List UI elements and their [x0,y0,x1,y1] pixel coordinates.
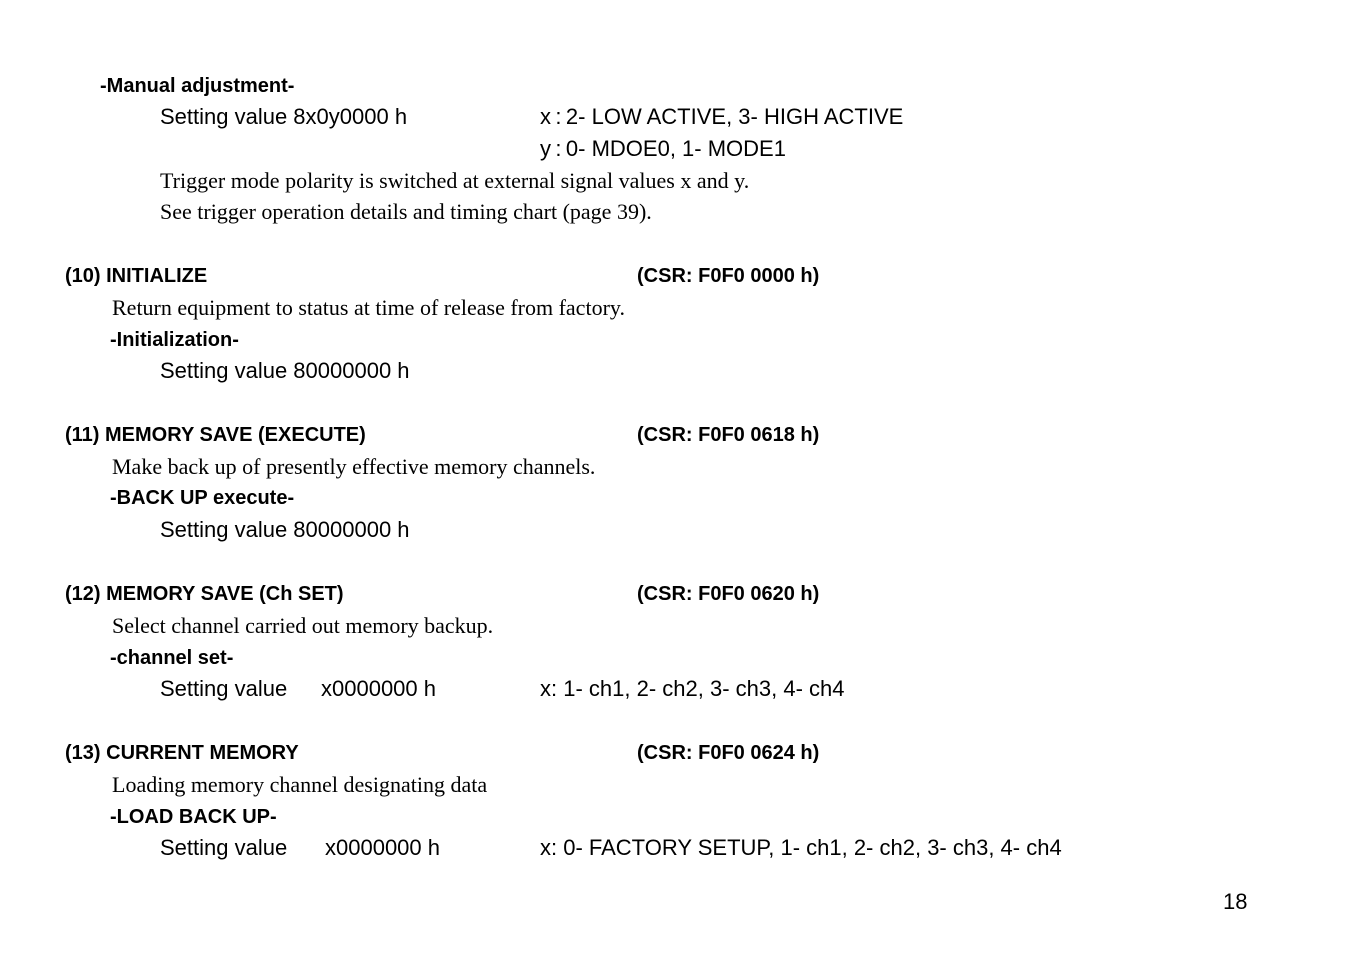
section-13-setting-value: x0000000 h [325,835,440,860]
manual-description-1: Trigger mode polarity is switched at external signal values x and y. [160,168,750,193]
section-12-description: Select channel carried out memory backup. [112,613,494,638]
section-11-title: (11) MEMORY SAVE (EXECUTE) [65,424,366,446]
section-13-title: (13) CURRENT MEMORY [65,742,299,764]
section-13-subheading: -LOAD BACK UP- [110,806,277,828]
manual-y-description: y : 0- MDOE0, 1- MODE1 [540,136,786,161]
manual-description-2: See trigger operation details and timing chart (page 39). [160,199,652,224]
section-10-subheading: -Initialization- [110,329,239,351]
page-number: 18 [1223,889,1248,914]
section-10-description: Return equipment to status at time of release from factory. [112,295,625,320]
section-12-setting-label: Setting value [160,676,288,701]
section-10-setting-value: Setting value 80000000 h [160,358,410,383]
manual-x-description: x : 2- LOW ACTIVE, 3- HIGH ACTIVE [540,104,904,129]
section-12-title: (12) MEMORY SAVE (Ch SET) [65,583,344,605]
section-12-setting-value: x0000000 h [321,676,436,701]
section-10-title: (10) INITIALIZE [65,265,208,287]
section-11-subheading: -BACK UP execute- [110,487,295,509]
section-12-csr: (CSR: F0F0 0620 h) [637,583,820,605]
section-13-x-description: x: 0- FACTORY SETUP, 1- ch1, 2- ch2, 3- ch3, 4- ch4 [540,835,1062,860]
section-12-x-description: x: 1- ch1, 2- ch2, 3- ch3, 4- ch4 [540,676,845,701]
section-13-csr: (CSR: F0F0 0624 h) [637,742,820,764]
manual-adjustment-heading: -Manual adjustment- [100,75,295,97]
manual-setting-value: Setting value 8x0y0000 h [160,104,408,129]
section-11-csr: (CSR: F0F0 0618 h) [637,424,820,446]
section-11-setting-value: Setting value 80000000 h [160,517,410,542]
section-13-description: Loading memory channel designating data [112,772,488,797]
section-12-subheading: -channel set- [110,647,234,669]
section-13-setting-label: Setting value [160,835,288,860]
section-11-description: Make back up of presently effective memory channels. [112,454,596,479]
section-10-csr: (CSR: F0F0 0000 h) [637,265,820,287]
